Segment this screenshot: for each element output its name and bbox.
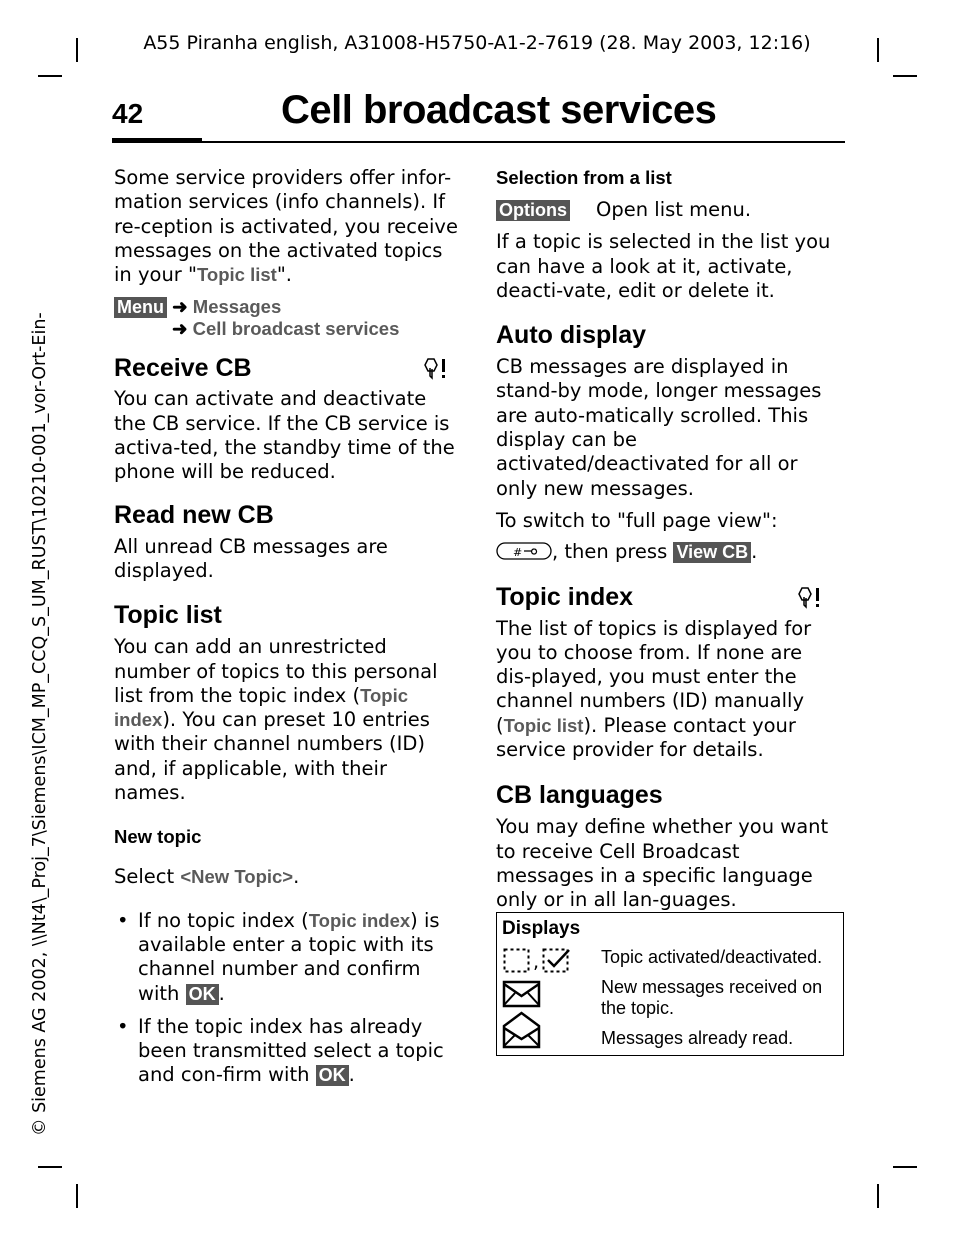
display-row-topic-status: Topic activated/deactivated. xyxy=(601,947,823,967)
displays-box xyxy=(496,912,844,1056)
list-item: • If no topic index (Topic index) is available enter a topic with its channel number and confirm with OK . xyxy=(114,909,464,1006)
section-title-read-new-cb: Read new CB xyxy=(114,500,274,529)
topic-status-icons xyxy=(503,945,572,973)
list-item: • If the topic index has already been transmitted select a topic and con-firm with OK . xyxy=(114,1015,464,1088)
auto-display-press: # , then press View CB . xyxy=(496,540,842,564)
options-row: Options Open list menu. xyxy=(496,198,842,222)
menu-function-icon xyxy=(790,585,824,609)
crop-mark xyxy=(877,1184,879,1208)
selection-body: If a topic is selected in the list you can have a look at it, activate, deacti-vate, edit or delete it. xyxy=(496,230,831,302)
crop-mark xyxy=(38,1166,62,1168)
side-text: © Siemens AG 2002, \\Nt4\_Proj_7\Siemens\ICM_MP_CCQ_S_UM_RUST\10210-001_vor-Ort-Ein- xyxy=(30,312,50,1136)
topic-activated-icon xyxy=(542,947,572,973)
display-row-new-messages: New messages received on the topic. xyxy=(601,977,823,1018)
svg-text:#: # xyxy=(513,546,523,560)
intro-paragraph: Some service providers offer infor-mation services (info channels). If re-ception is activated, you receive messages on the activated topics in your "Topic list". xyxy=(114,166,458,287)
arrow-icon: ➜ xyxy=(172,318,188,340)
read-new-cb-body: All unread CB messages are displayed. xyxy=(114,534,388,582)
document-header: A55 Piranha english, A31008-H5750-A1-2-7619 (28. May 2003, 12:16) xyxy=(143,32,811,54)
ok-key: OK xyxy=(316,1065,349,1086)
title-rule xyxy=(112,141,845,143)
crop-mark xyxy=(38,75,62,77)
display-row-messages-read: Messages already read. xyxy=(601,1028,794,1048)
section-title-auto-display: Auto display xyxy=(496,321,647,350)
section-title-topic-index: Topic index xyxy=(496,582,842,612)
page-number: 42 xyxy=(112,98,144,129)
read-message-icon xyxy=(502,1011,542,1053)
options-key: Options xyxy=(496,200,570,221)
topic-index-body: The list of topics is displayed for you to choose from. If none are dis-played, you must enter the channel numbers (ID) manually (Topic list). Please contact your service provider for details. xyxy=(496,616,812,762)
menu-key: Menu xyxy=(114,297,167,318)
right-column xyxy=(496,166,842,913)
topic-list-body: You can add an unrestricted number of topics to this personal list from the topic index (Topic index). You can preset 10 entries with their channel numbers (ID) and, if applicable, with their names. xyxy=(114,635,438,805)
left-column xyxy=(114,166,464,1088)
page-title: Cell broadcast services xyxy=(281,88,717,132)
section-title-receive-cb: Receive CB xyxy=(114,353,464,383)
crop-mark xyxy=(76,1184,78,1208)
crop-mark xyxy=(893,75,917,77)
ok-key: OK xyxy=(186,984,219,1005)
new-topic-select: Select <New Topic>. xyxy=(114,865,300,889)
menu-path: Menu ➜ Messages ➜ Cell broadcast services xyxy=(114,296,464,339)
auto-display-body: CB messages are displayed in stand-by mode, longer messages are auto-matically scrolled. This display can be activated/deactivated for all or only new messages. xyxy=(496,355,822,500)
subsection-title-selection: Selection from a list xyxy=(496,167,672,188)
crop-mark xyxy=(893,1166,917,1168)
displays-title: Displays xyxy=(502,918,581,939)
subsection-title-new-topic: New topic xyxy=(114,826,202,848)
section-title-cb-languages: CB languages xyxy=(496,781,663,810)
topic-list-ref: Topic list xyxy=(197,264,277,286)
menu-function-icon xyxy=(416,356,450,380)
cb-languages-body: You may define whether you want to receive Cell Broadcast messages in a specific language only or in all lan-guages. xyxy=(496,815,829,912)
icon-separator: , xyxy=(533,951,540,973)
section-title-topic-list: Topic list xyxy=(114,601,222,630)
receive-cb-body: You can activate and deactivate the CB service. If the CB service is activa-ted, the standby time of the phone will be reduced. xyxy=(114,387,455,484)
auto-display-switch: To switch to "full page view": xyxy=(496,508,778,532)
hash-key-icon xyxy=(496,540,552,562)
topic-deactivated-icon xyxy=(503,947,531,973)
new-topic-list xyxy=(114,909,464,1088)
arrow-icon: ➜ xyxy=(172,296,188,318)
new-message-icon xyxy=(502,979,542,1013)
view-cb-key: View CB xyxy=(673,542,751,563)
